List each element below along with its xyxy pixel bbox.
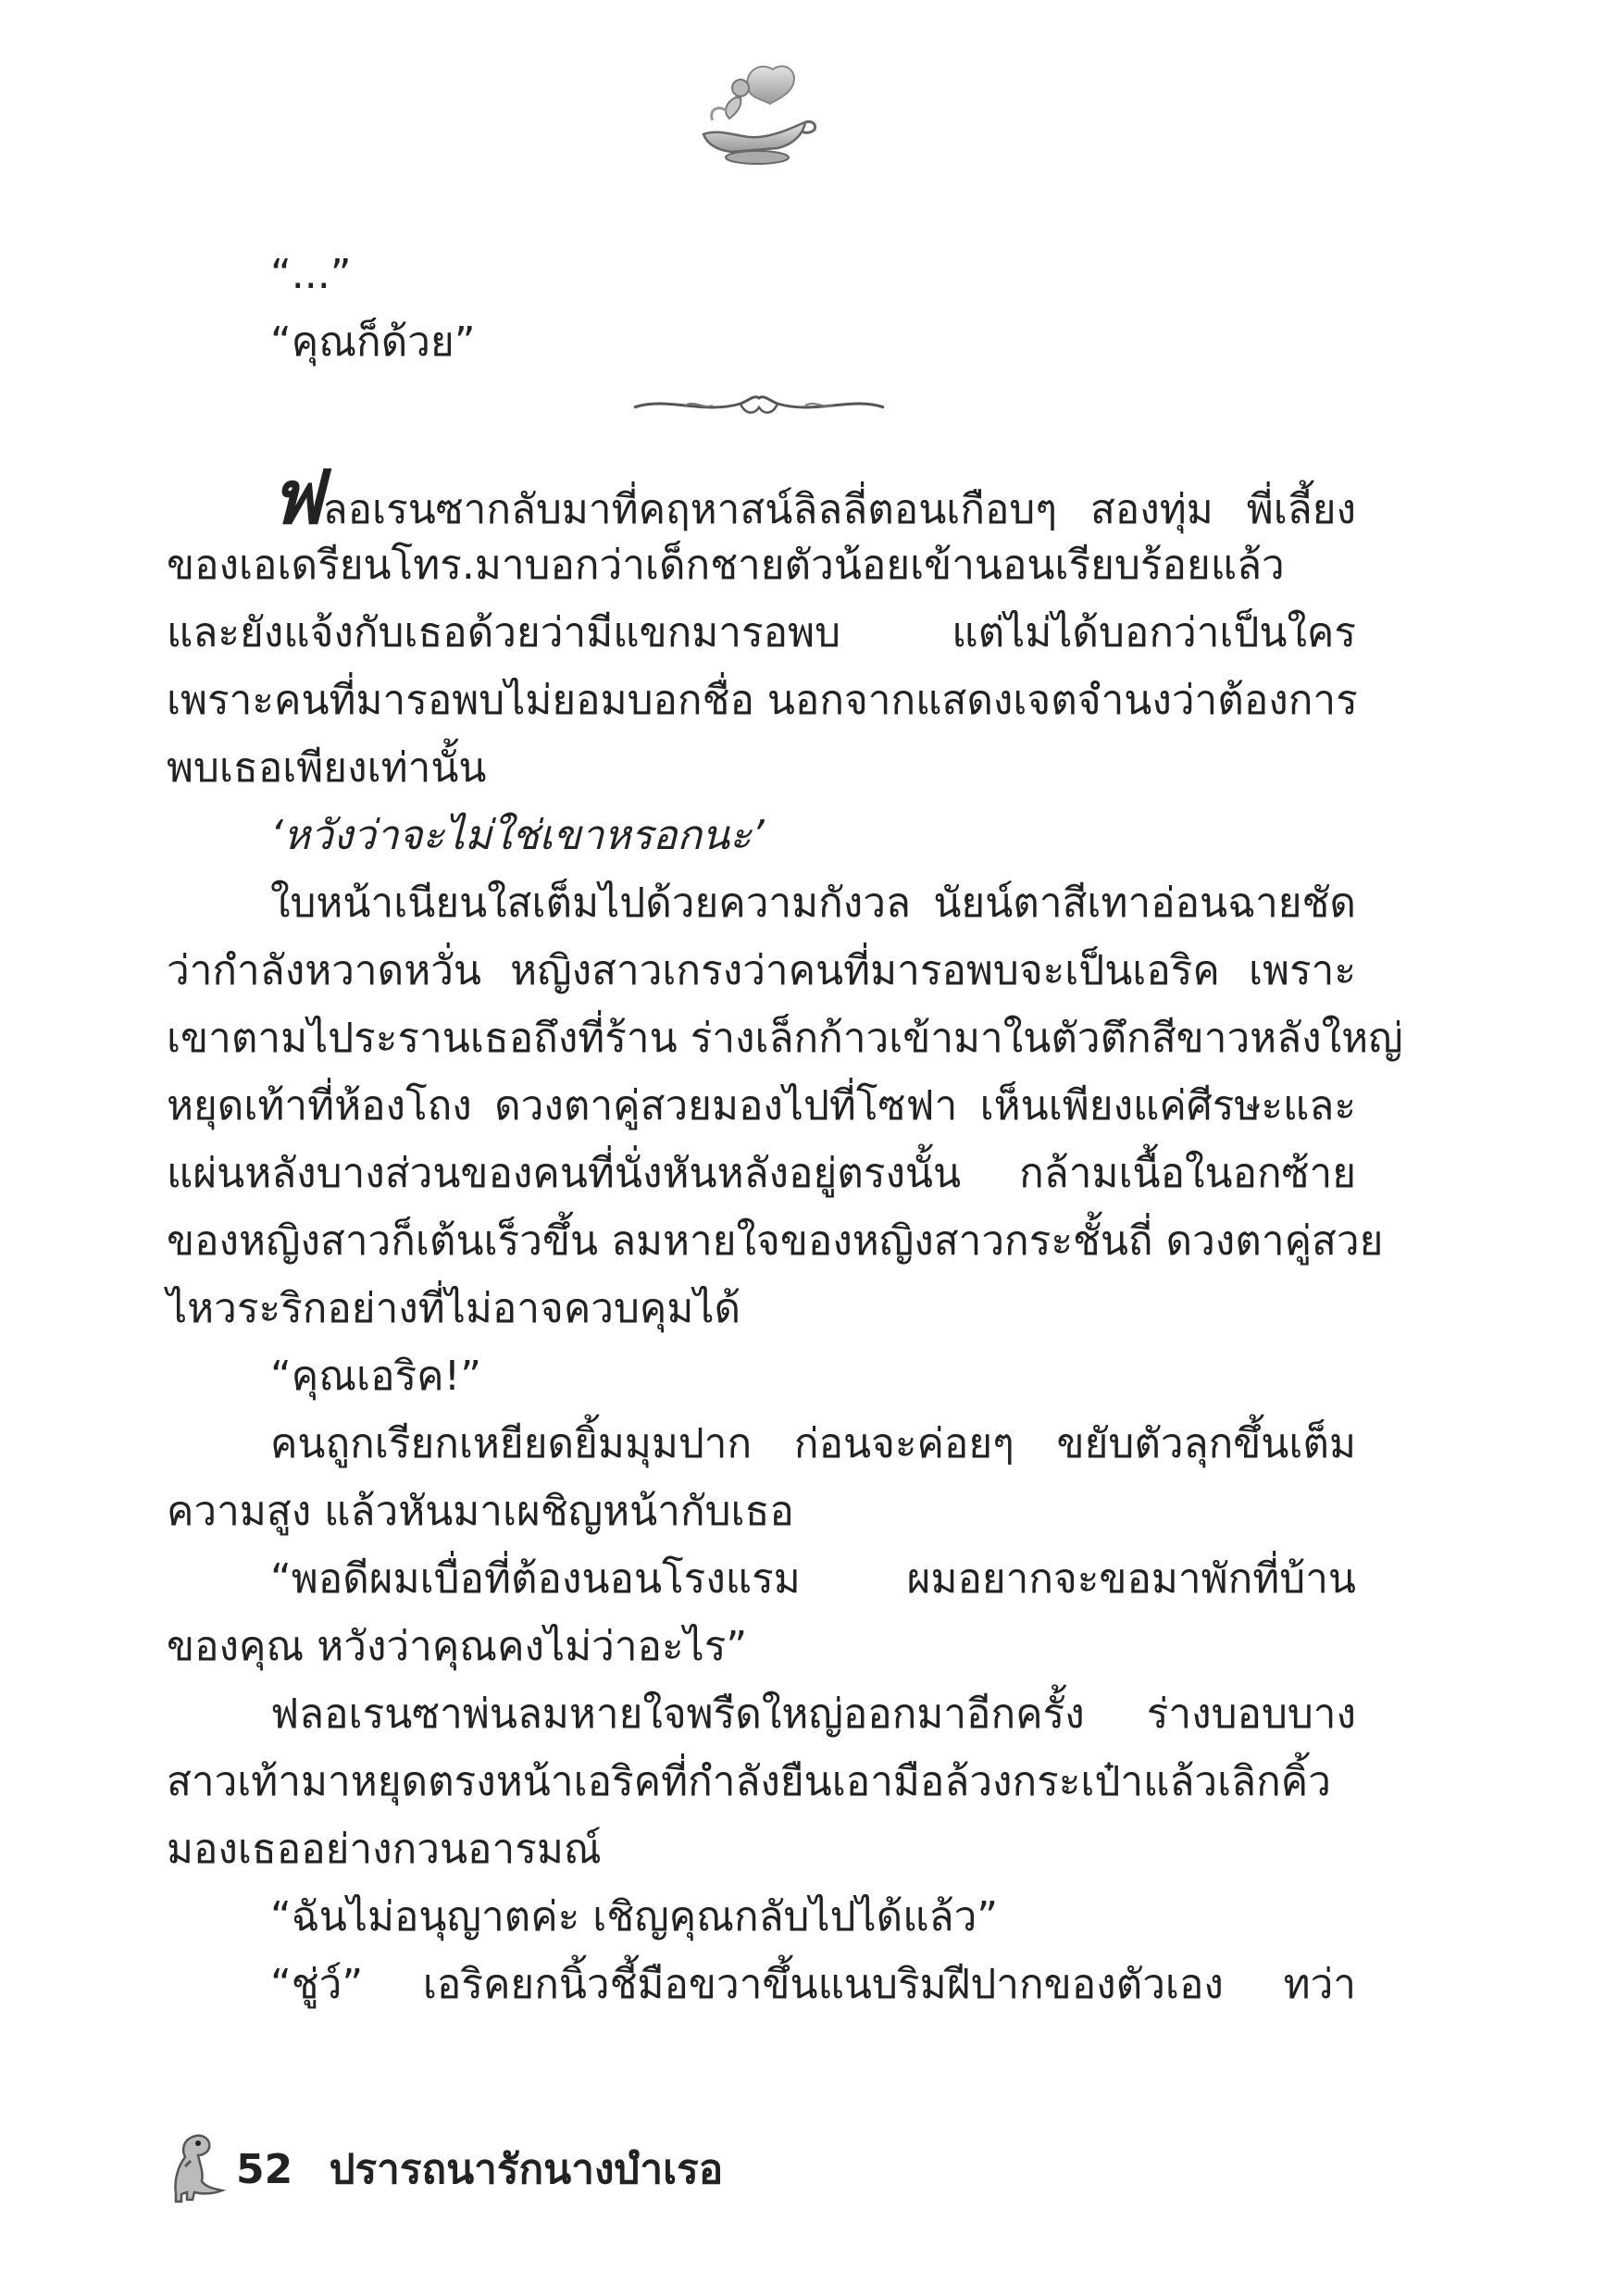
text-line-content: ของคุณ หวังว่าคุณคงไม่ว่าอะไร” bbox=[167, 1622, 748, 1670]
text-line bbox=[167, 599, 1356, 667]
text-line-content: “ฉันไม่อนุญาตค่ะ เชิญคุณกลับไปได้แล้ว” bbox=[270, 1892, 999, 1940]
text-line bbox=[167, 1883, 1356, 1951]
text-line bbox=[167, 1816, 1356, 1883]
text-line bbox=[167, 1207, 1384, 1275]
text-line bbox=[167, 1140, 1356, 1207]
text-line bbox=[167, 1951, 1356, 2018]
text-line-content: แผ่นหลังบางส่วนของคนที่นั่งหันหลังอยู่ตรงนั้น กล้ามเนื้อในอกซ้าย bbox=[167, 1149, 1356, 1197]
text-line bbox=[167, 667, 1356, 734]
text-line-content: ฟลอเรนซาพ่นลมหายใจพรืดใหญ่ออกมาอีกครั้ง ร่างบอบบาง bbox=[270, 1690, 1356, 1738]
flourish-divider-icon bbox=[629, 387, 889, 424]
text-line bbox=[167, 241, 1356, 308]
text-line bbox=[167, 1748, 1356, 1816]
genie-lamp-cupid-icon bbox=[685, 56, 824, 176]
text-line bbox=[167, 1275, 1356, 1342]
text-line-content: “คุณเอริค!” bbox=[270, 1352, 482, 1400]
text-line-content: “พอดีผมเบื่อที่ต้องนอนโรงแรม ผมอยากจะขอมาพักที่บ้าน bbox=[270, 1554, 1356, 1603]
text-line bbox=[167, 454, 1356, 541]
page-footer bbox=[157, 2120, 990, 2203]
text-line bbox=[167, 734, 1356, 802]
text-line bbox=[167, 869, 1356, 937]
text-line-content: คนถูกเรียกเหยียดยิ้มมุมปาก ก่อนจะค่อยๆ ขยับตัวลุกขึ้นเต็ม bbox=[270, 1419, 1356, 1467]
text-line-content: “...” bbox=[270, 251, 352, 298]
text-line bbox=[167, 1004, 1403, 1072]
text-line bbox=[167, 1072, 1356, 1140]
text-line-content: ของเอเดรียนโทร.มาบอกว่าเด็กชายตัวน้อยเข้านอนเรียบร้อยแล้ว bbox=[167, 541, 1285, 589]
page-number: 52 bbox=[236, 2146, 293, 2193]
text-line-content: “ชู่ว์” เอริคยกนิ้วชี้มือขวาขึ้นแนบริมฝีปากของตัวเอง ทว่า bbox=[270, 1960, 1356, 2008]
text-line-content: ‘หวังว่าจะไม่ใช่เขาหรอกนะ’ bbox=[270, 811, 765, 859]
text-line-content: เขาตามไประรานเธอถึงที่ร้าน ร่างเล็กก้าวเข้ามาในตัวตึกสีขาวหลังใหญ่ bbox=[167, 1014, 1403, 1062]
text-line bbox=[167, 1545, 1356, 1613]
text-line-content: ของหญิงสาวก็เต้นเร็วขึ้น ลมหายใจของหญิงสาวกระชั้นถี่ ดวงตาคู่สวย bbox=[167, 1217, 1384, 1265]
text-line bbox=[167, 308, 1356, 376]
text-line bbox=[167, 1410, 1356, 1478]
text-line-content: ความสูง แล้วหันมาเผชิญหน้ากับเธอ bbox=[167, 1487, 794, 1535]
text-line-content: และยังแจ้งกับเธอด้วยว่ามีแขกมารอพบ แต่ไม่ได้บอกว่าเป็นใคร bbox=[167, 608, 1356, 656]
text-line bbox=[167, 1342, 1356, 1410]
text-line-content: ใบหน้าเนียนใสเต็มไปด้วยความกังวล นัยน์ตาสีเทาอ่อนฉายชัด bbox=[270, 879, 1356, 927]
text-line-content: ว่ากำลังหวาดหวั่น หญิงสาวเกรงว่าคนที่มารอพบจะเป็นเอริค เพราะ bbox=[167, 946, 1356, 994]
text-line-content: พบเธอเพียงเท่านั้น bbox=[167, 743, 487, 792]
drop-cap: ฟ bbox=[270, 454, 323, 541]
text-line-content: หยุดเท้าที่ห้องโถง ดวงตาคู่สวยมองไปที่โซฟา เห็นเพียงแค่ศีรษะและ bbox=[167, 1081, 1356, 1129]
dinosaur-icon bbox=[157, 2120, 241, 2203]
text-line bbox=[167, 1613, 1356, 1680]
text-line-content: สาวเท้ามาหยุดตรงหน้าเอริคที่กำลังยืนเอามือล้วงกระเป๋าแล้วเลิกคิ้ว bbox=[167, 1757, 1331, 1805]
text-line bbox=[167, 937, 1356, 1004]
text-line bbox=[167, 802, 1356, 869]
body-text bbox=[167, 241, 1403, 2018]
text-line-content: ไหวระริกอย่างที่ไม่อาจควบคุมได้ bbox=[167, 1284, 741, 1332]
text-line bbox=[167, 1680, 1356, 1748]
text-line bbox=[167, 531, 1356, 599]
text-line-content: ลอเรนซากลับมาที่คฤหาสน์ลิลลี่ตอนเกือบๆ สองทุ่ม พี่เลี้ยง bbox=[322, 485, 1356, 533]
text-line-content: “คุณก็ด้วย” bbox=[270, 318, 476, 366]
text-line bbox=[167, 1478, 1356, 1545]
text-line-content: มองเธออย่างกวนอารมณ์ bbox=[167, 1825, 602, 1873]
book-title: ปรารถนารักนางบำเรอ bbox=[329, 2146, 724, 2193]
text-line-content: เพราะคนที่มารอพบไม่ยอมบอกชื่อ นอกจากแสดงเจตจำนงว่าต้องการ bbox=[167, 676, 1358, 724]
